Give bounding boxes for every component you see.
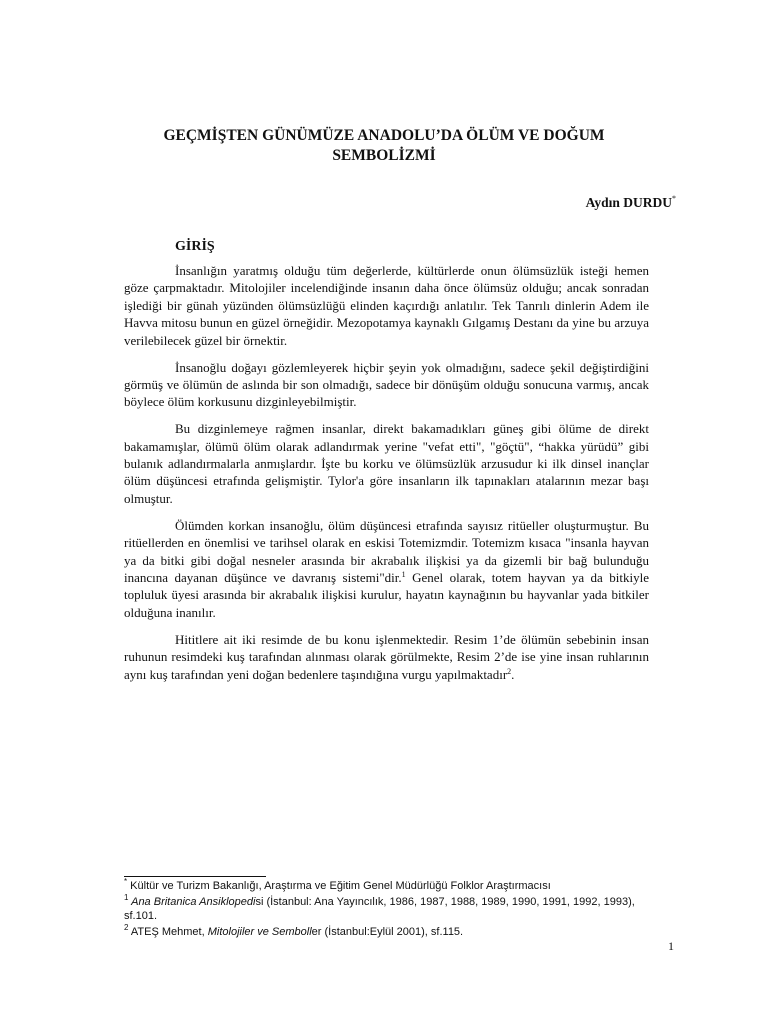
footnote-text: Kültür ve Turizm Bakanlığı, Araştırma ve Eğitim Genel Müdürlüğü Folklor Araştırmacısı: [127, 880, 551, 892]
footnote-ref-1[interactable]: 1: [401, 570, 406, 579]
footnote-1: [124, 895, 654, 923]
document-title: [118, 126, 650, 166]
footnote-marker: 1: [124, 893, 129, 902]
title-line-1: GEÇMİŞTEN GÜNÜMÜZE ANADOLU’DA ÖLÜM VE DOĞUM: [163, 127, 605, 144]
page-number: 1: [668, 939, 674, 953]
footnote-text: si (İstanbul: Ana Yayıncılık, 1986, 1987, 1988, 1989, 1990, 1991, 1992, 1993), sf.101.: [124, 896, 635, 922]
footnote-marker: 2: [124, 923, 129, 932]
footnote-text: er (İstanbul:Eylül 2001), sf.115.: [311, 926, 464, 938]
paragraph-text-continued: Genel olarak, totem hayvan ya da bitkiyle topluluk üyesi arasında bir akrabalık ilişkisi kurulur, hayatın kaynağının bu hayvanlar yada bitkiler olduğuna inanılır.: [124, 570, 649, 620]
section-heading: GİRİŞ: [175, 239, 215, 254]
footnotes: [124, 879, 654, 941]
author-name: Aydın DURDU: [585, 195, 672, 210]
paragraph: [124, 631, 649, 683]
author-footnote-marker: *: [672, 194, 676, 203]
paragraph-text: Ölümden korkan insanoğlu, ölüm düşüncesi etrafında sayısız ritüeller oluşturmuştur. Bu ritüellerden en önemlisi ve tarihsel olarak en eskisi Totemizmdir. Totemizm kısaca "insanla hayvan ya da bitki gibi doğal nesneler arasında bir akrabalık ilişkisi ya da gizemli bir bağ bulunduğu inancına dayanan düşünce ve davranış sistemi"dir.: [124, 517, 649, 585]
paragraph-text-continued: .: [511, 666, 515, 682]
paragraph-text: İnsanlığın yaratmış olduğu tüm değerlerde, kültürlerde onun ölümsüzlük isteği hemen göze çarpmaktadır. Mitolojiler incelendiğinde insanın daha önce ölümsüz olduğu; ancak sonradan işlediği bir günah yüzünden ölümsüzlüğü elinden kaçırdığı anlatılır. Tek Tanrılı dinlerin Adem ile Havva mitosu bunun en güzel örneğidir. Mezopotamya kaynaklı Gılgamış Destanı da yine bu arzuya verilebilecek güzel bir örnektir.: [124, 263, 649, 348]
title-line-2: SEMBOLİZMİ: [332, 147, 436, 164]
footnote-ref-2[interactable]: 2: [507, 666, 512, 676]
footnote-italic-title: Ana Britanica Ansiklopedi: [128, 896, 256, 908]
footnote-author: [124, 879, 654, 893]
author: [586, 194, 676, 211]
footnote-2: [124, 925, 654, 939]
paragraph-text: Bu dizginlemeye rağmen insanlar, direkt bakamadıkları güneş gibi ölüme de direkt bakamamışlar, ölümü ölüm olarak adlandırmak yerine "vefat etti", "göçtü", “hakka yürüdü” gibi bulanık adlandırmalarla anmışlardır. İşte bu korku ve ölümsüzlük arzusudur ki ilk dinsel inançlar ölüm düşüncesi etrafında gelişmiştir. Tylor'a göre insanların ilk tapınakları atalarının mezar başı olmuştur.: [124, 421, 649, 506]
body-text: [124, 262, 649, 692]
paragraph-text: İnsanoğlu doğayı gözlemleyerek hiçbir şeyin yok olmadığını, sadece şekil değiştirdiğini görmüş ve ölümün de aslında bir son olmadığı, sadece bir dönüşüm olduğu sonucuna varmış, ancak böylece ölüm korkusunu dizginleyebilmiştir.: [124, 359, 649, 410]
paragraph-text: Hititlere ait iki resimde de bu konu işlenmektedir. Resim 1’de ölümün sebebinin insan ruhunun resimdeki kuş tarafından alınması olarak görülmekte, Resim 2’de ise yine insan ruhlarının aynı kuş tarafından yeni doğan bedenlere taşındığına vurgu yapılmaktadır: [124, 631, 649, 682]
paragraph: [124, 359, 649, 411]
footnote-italic-title: Mitolojiler ve Semboll: [207, 926, 312, 938]
paragraph: [124, 517, 649, 621]
footnote-author-name: ATEŞ Mehmet,: [128, 926, 208, 938]
paragraph: [124, 262, 649, 349]
paragraph: [124, 420, 649, 507]
footnote-marker: *: [124, 877, 128, 886]
footnote-separator: [124, 876, 266, 877]
